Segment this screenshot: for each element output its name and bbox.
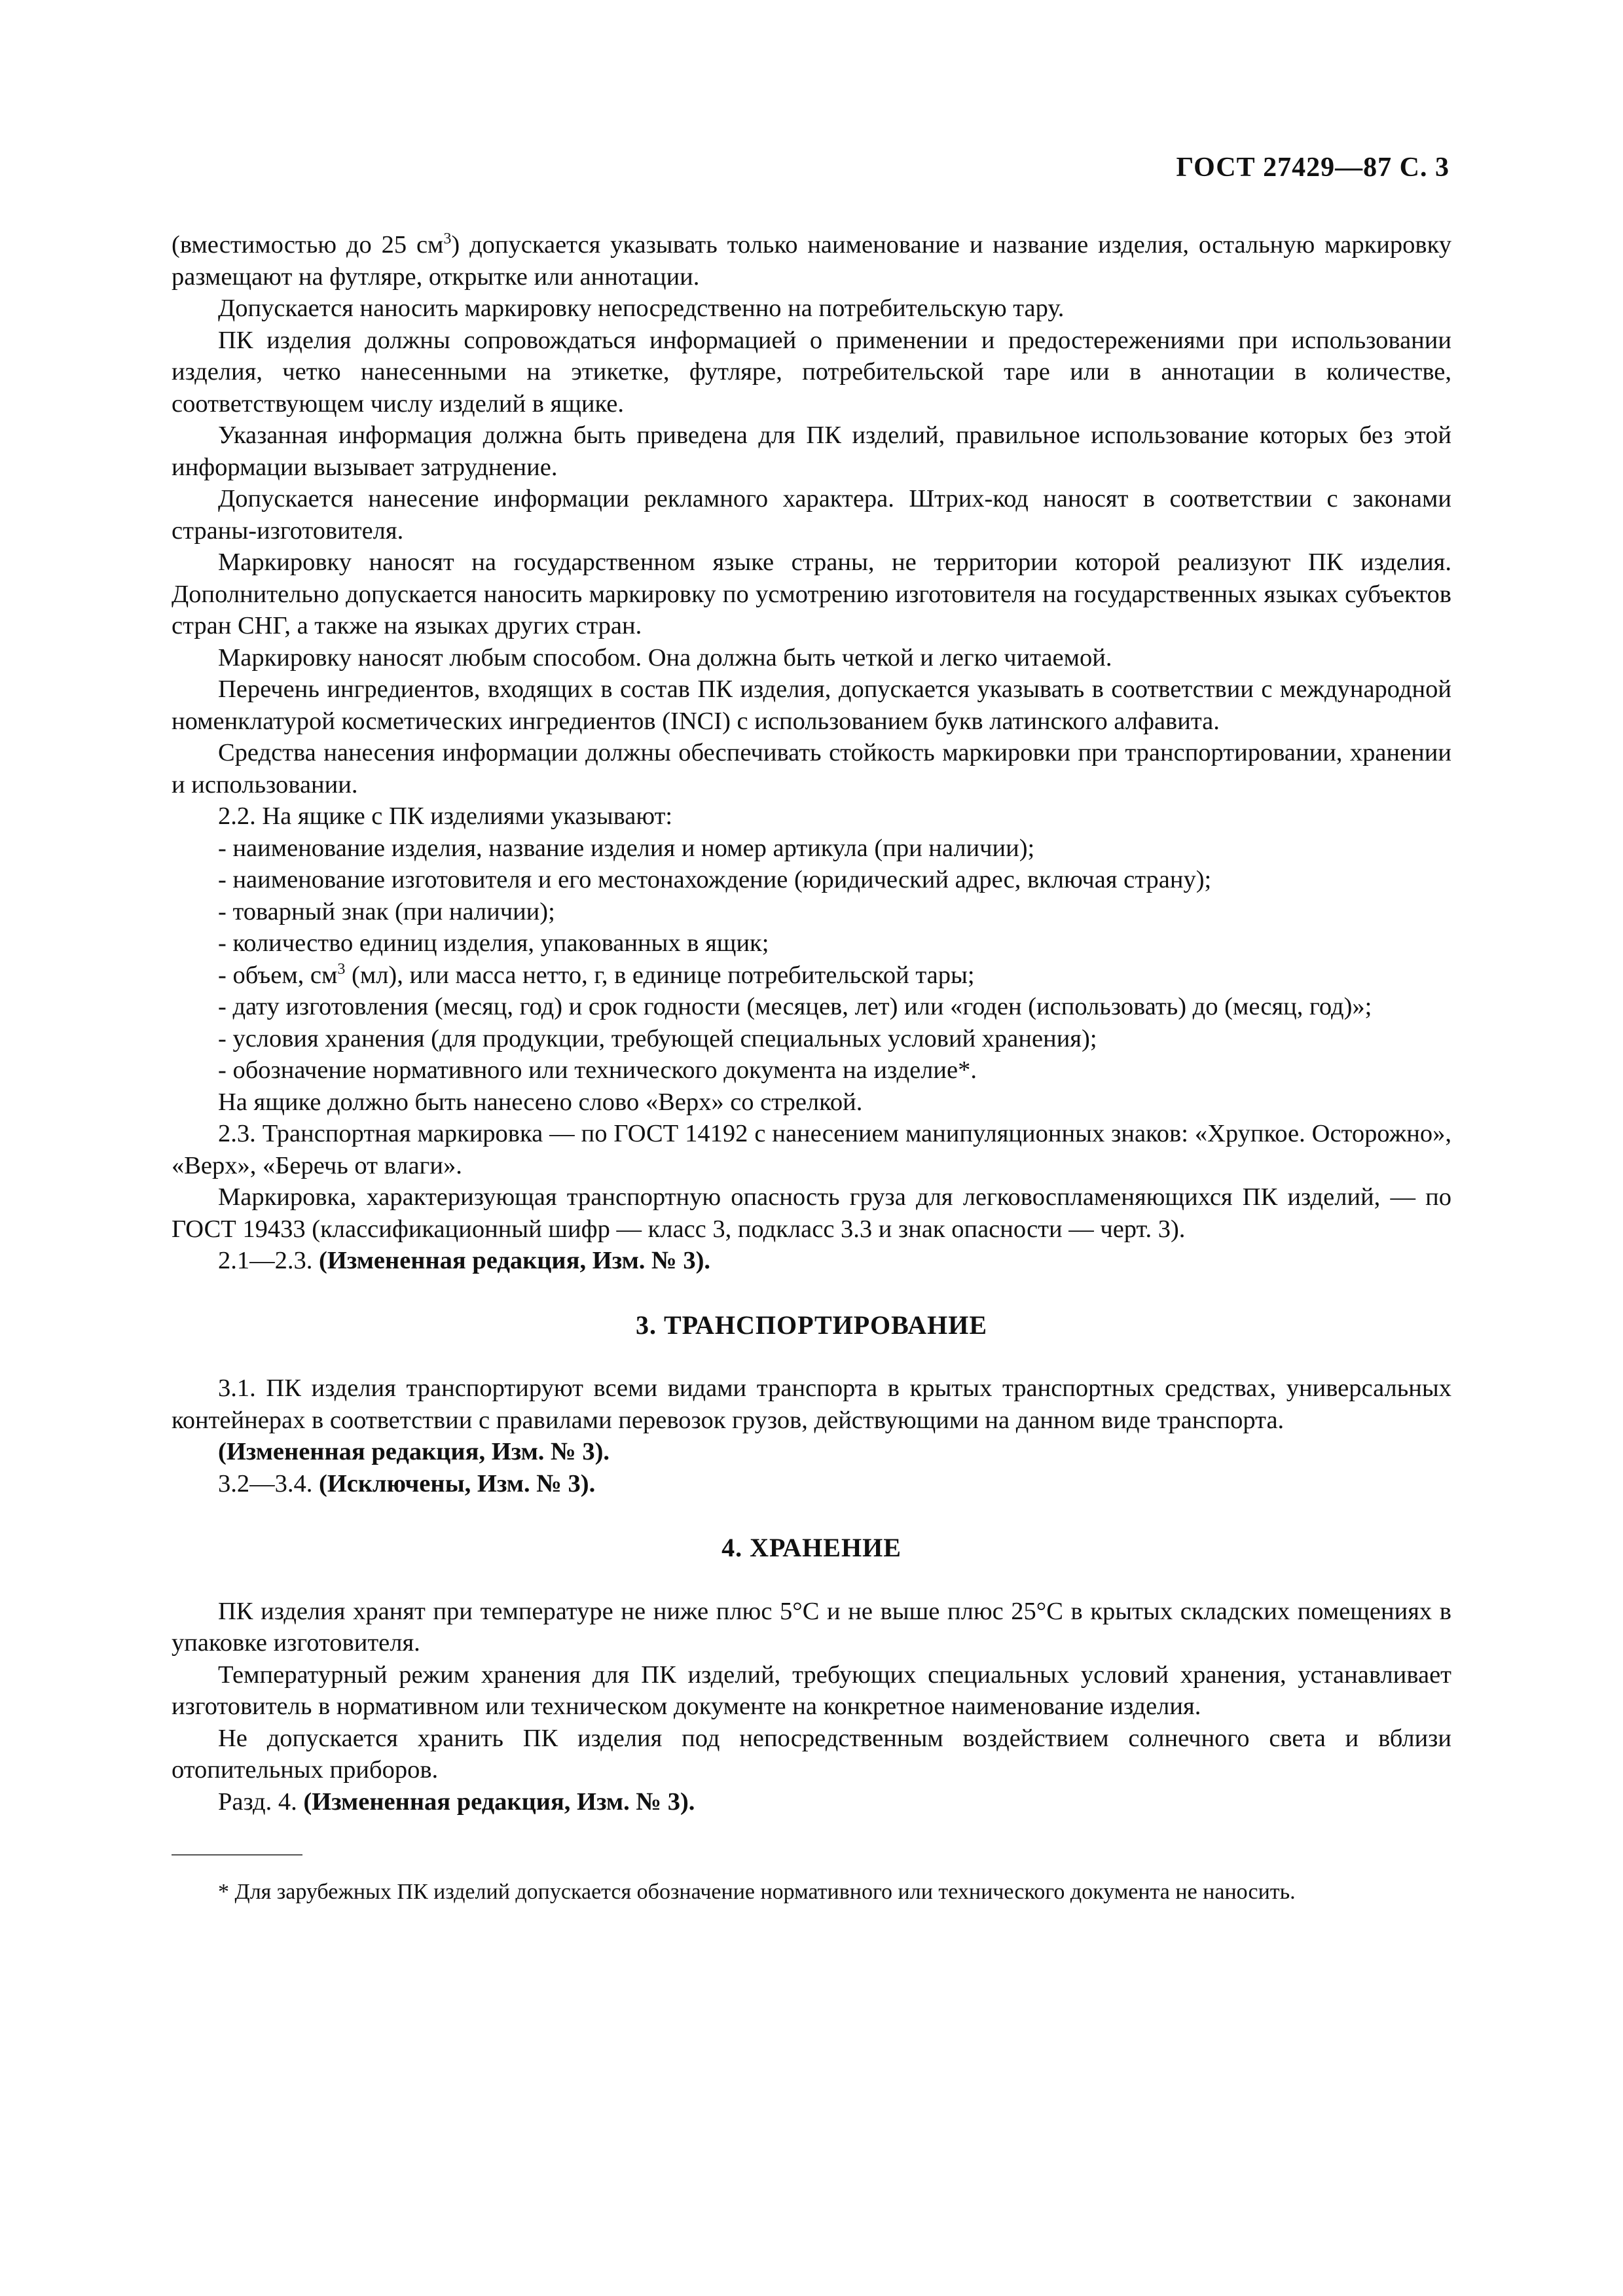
section-heading-4: 4. ХРАНЕНИЕ <box>721 1533 902 1562</box>
list-item-text-b: (мл), или масса нетто, г, в единице потребительской тары; <box>345 961 975 989</box>
list-item: - дату изготовления (месяц, год) и срок годности (месяцев, лет) или «годен (использовать) до (месяц, год)»; <box>218 993 1372 1020</box>
amendment-bold: (Исключены, Изм. № 3). <box>319 1469 596 1498</box>
list-item: - наименование изделия, название изделия и номер артикула (при наличии); <box>218 834 1035 862</box>
list-item-superscript: 3 <box>337 960 346 978</box>
list-item: - условия хранения (для продукции, требующей специальных условий хранения); <box>218 1024 1097 1052</box>
clause-3-1: 3.1. ПК изделия транспортируют всеми видами транспорта в крытых транспортных средствах, универсальных контейнерах в соответствии с правилами перевозок грузов, действующими на данном виде транспорта. <box>172 1374 1451 1434</box>
amendment-note <box>172 1436 1451 1468</box>
paragraph: Маркировка, характеризующая транспортную опасность груза для легковоспламеняющихся ПК изделий, — по ГОСТ 19433 (классификационный шифр — класс 3, подкласс 3.3 и знак опасности — черт. 3). <box>172 1183 1451 1243</box>
paragraph-intro <box>172 229 1451 293</box>
amendment-prefix: 3.2—3.4. <box>218 1469 319 1498</box>
paragraph: Температурный режим хранения для ПК изделий, требующих специальных условий хранения, устанавливает изготовитель в нормативном или техническом документе на конкретное наименование изделия. <box>172 1660 1451 1720</box>
list-item <box>172 960 1451 992</box>
amendment-prefix: 2.1—2.3. <box>218 1247 319 1274</box>
amendment-bold: (Измененная редакция, Изм. № 3). <box>218 1438 610 1465</box>
document-body <box>172 229 1451 1907</box>
paragraph: ПК изделия хранят при температуре не ниже плюс 5°С и не выше плюс 25°С в крытых складских помещениях в упаковке изготовителя. <box>172 1597 1451 1657</box>
paragraph: Допускается наносить маркировку непосредственно на потребительскую тару. <box>218 295 1065 322</box>
list-item: - обозначение нормативного или технического документа на изделие*. <box>218 1056 977 1084</box>
paragraph: Маркировку наносят любым способом. Она должна быть четкой и легко читаемой. <box>218 643 1112 672</box>
list-item: - товарный знак (при наличии); <box>218 897 555 925</box>
clause-2-3: 2.3. Транспортная маркировка — по ГОСТ 14192 с нанесением манипуляционных знаков: «Хрупкое. Осторожно», «Верх», «Беречь от влаги». <box>172 1120 1451 1179</box>
amendment-bold: (Измененная редакция, Изм. № 3). <box>303 1787 695 1816</box>
list-item-text-a: - объем, см <box>218 961 338 989</box>
footnote: * Для зарубежных ПК изделий допускается обозначение нормативного или технического документа не наносить. <box>218 1880 1296 1904</box>
amendment-bold: (Измененная редакция, Изм. № 3). <box>319 1247 711 1274</box>
paragraph: Средства нанесения информации должны обеспечивать стойкость маркировки при транспортировании, хранении и использовании. <box>172 739 1451 798</box>
list-item: - наименование изготовителя и его местонахождение (юридический адрес, включая страну); <box>218 866 1212 893</box>
list-item: - количество единиц изделия, упакованных в ящик; <box>218 929 769 957</box>
amendment-note <box>172 1468 1451 1500</box>
paragraph: Не допускается хранить ПК изделия под непосредственным воздействием солнечного света и вблизи отопительных приборов. <box>172 1724 1451 1784</box>
amendment-note <box>172 1786 1451 1818</box>
paragraph: На ящике должно быть нанесено слово «Верх» со стрелкой. <box>218 1088 863 1116</box>
paragraph: Маркировку наносят на государственном языке страны, не территории которой реализуют ПК изделия. Дополнительно допускается наносить маркировку по усмотрению изготовителя на государственных языках субъектов стран СНГ, а также на языках других стран. <box>172 548 1451 639</box>
section-heading-3: 3. ТРАНСПОРТИРОВАНИЕ <box>635 1310 988 1340</box>
amendment-note <box>172 1245 1451 1277</box>
clause-2-2: 2.2. На ящике с ПК изделиями указывают: <box>218 802 673 830</box>
intro-text-b: ) допускается указывать только наименование и название изделия, остальную маркировку размещают на футляре, открытке или аннотации. <box>172 231 1451 291</box>
paragraph: Перечень ингредиентов, входящих в состав ПК изделия, допускается указывать в соответствии с международной номенклатурой косметических ингредиентов (INCI) с использованием букв латинского алфавита. <box>172 675 1451 735</box>
intro-superscript: 3 <box>443 230 452 247</box>
intro-text-a: (вместимостью до 25 см <box>172 231 444 259</box>
paragraph: Указанная информация должна быть приведена для ПК изделий, правильное использование которых без этой информации вызывает затруднение. <box>172 422 1451 481</box>
paragraph: ПК изделия должны сопровождаться информацией о применении и предостережениями при использовании изделия, четко нанесенными на этикетке, футляре, потребительской таре или в аннотации в количестве, соответствующем числу изделий в ящике. <box>172 326 1451 418</box>
amendment-prefix: Разд. 4. <box>218 1787 304 1816</box>
paragraph: Допускается нанесение информации рекламного характера. Штрих-код наносят в соответствии с законами страны-изготовителя. <box>172 485 1451 545</box>
page-header: ГОСТ 27429—87 С. 3 <box>1176 152 1450 183</box>
footnote-divider <box>172 1854 302 1856</box>
